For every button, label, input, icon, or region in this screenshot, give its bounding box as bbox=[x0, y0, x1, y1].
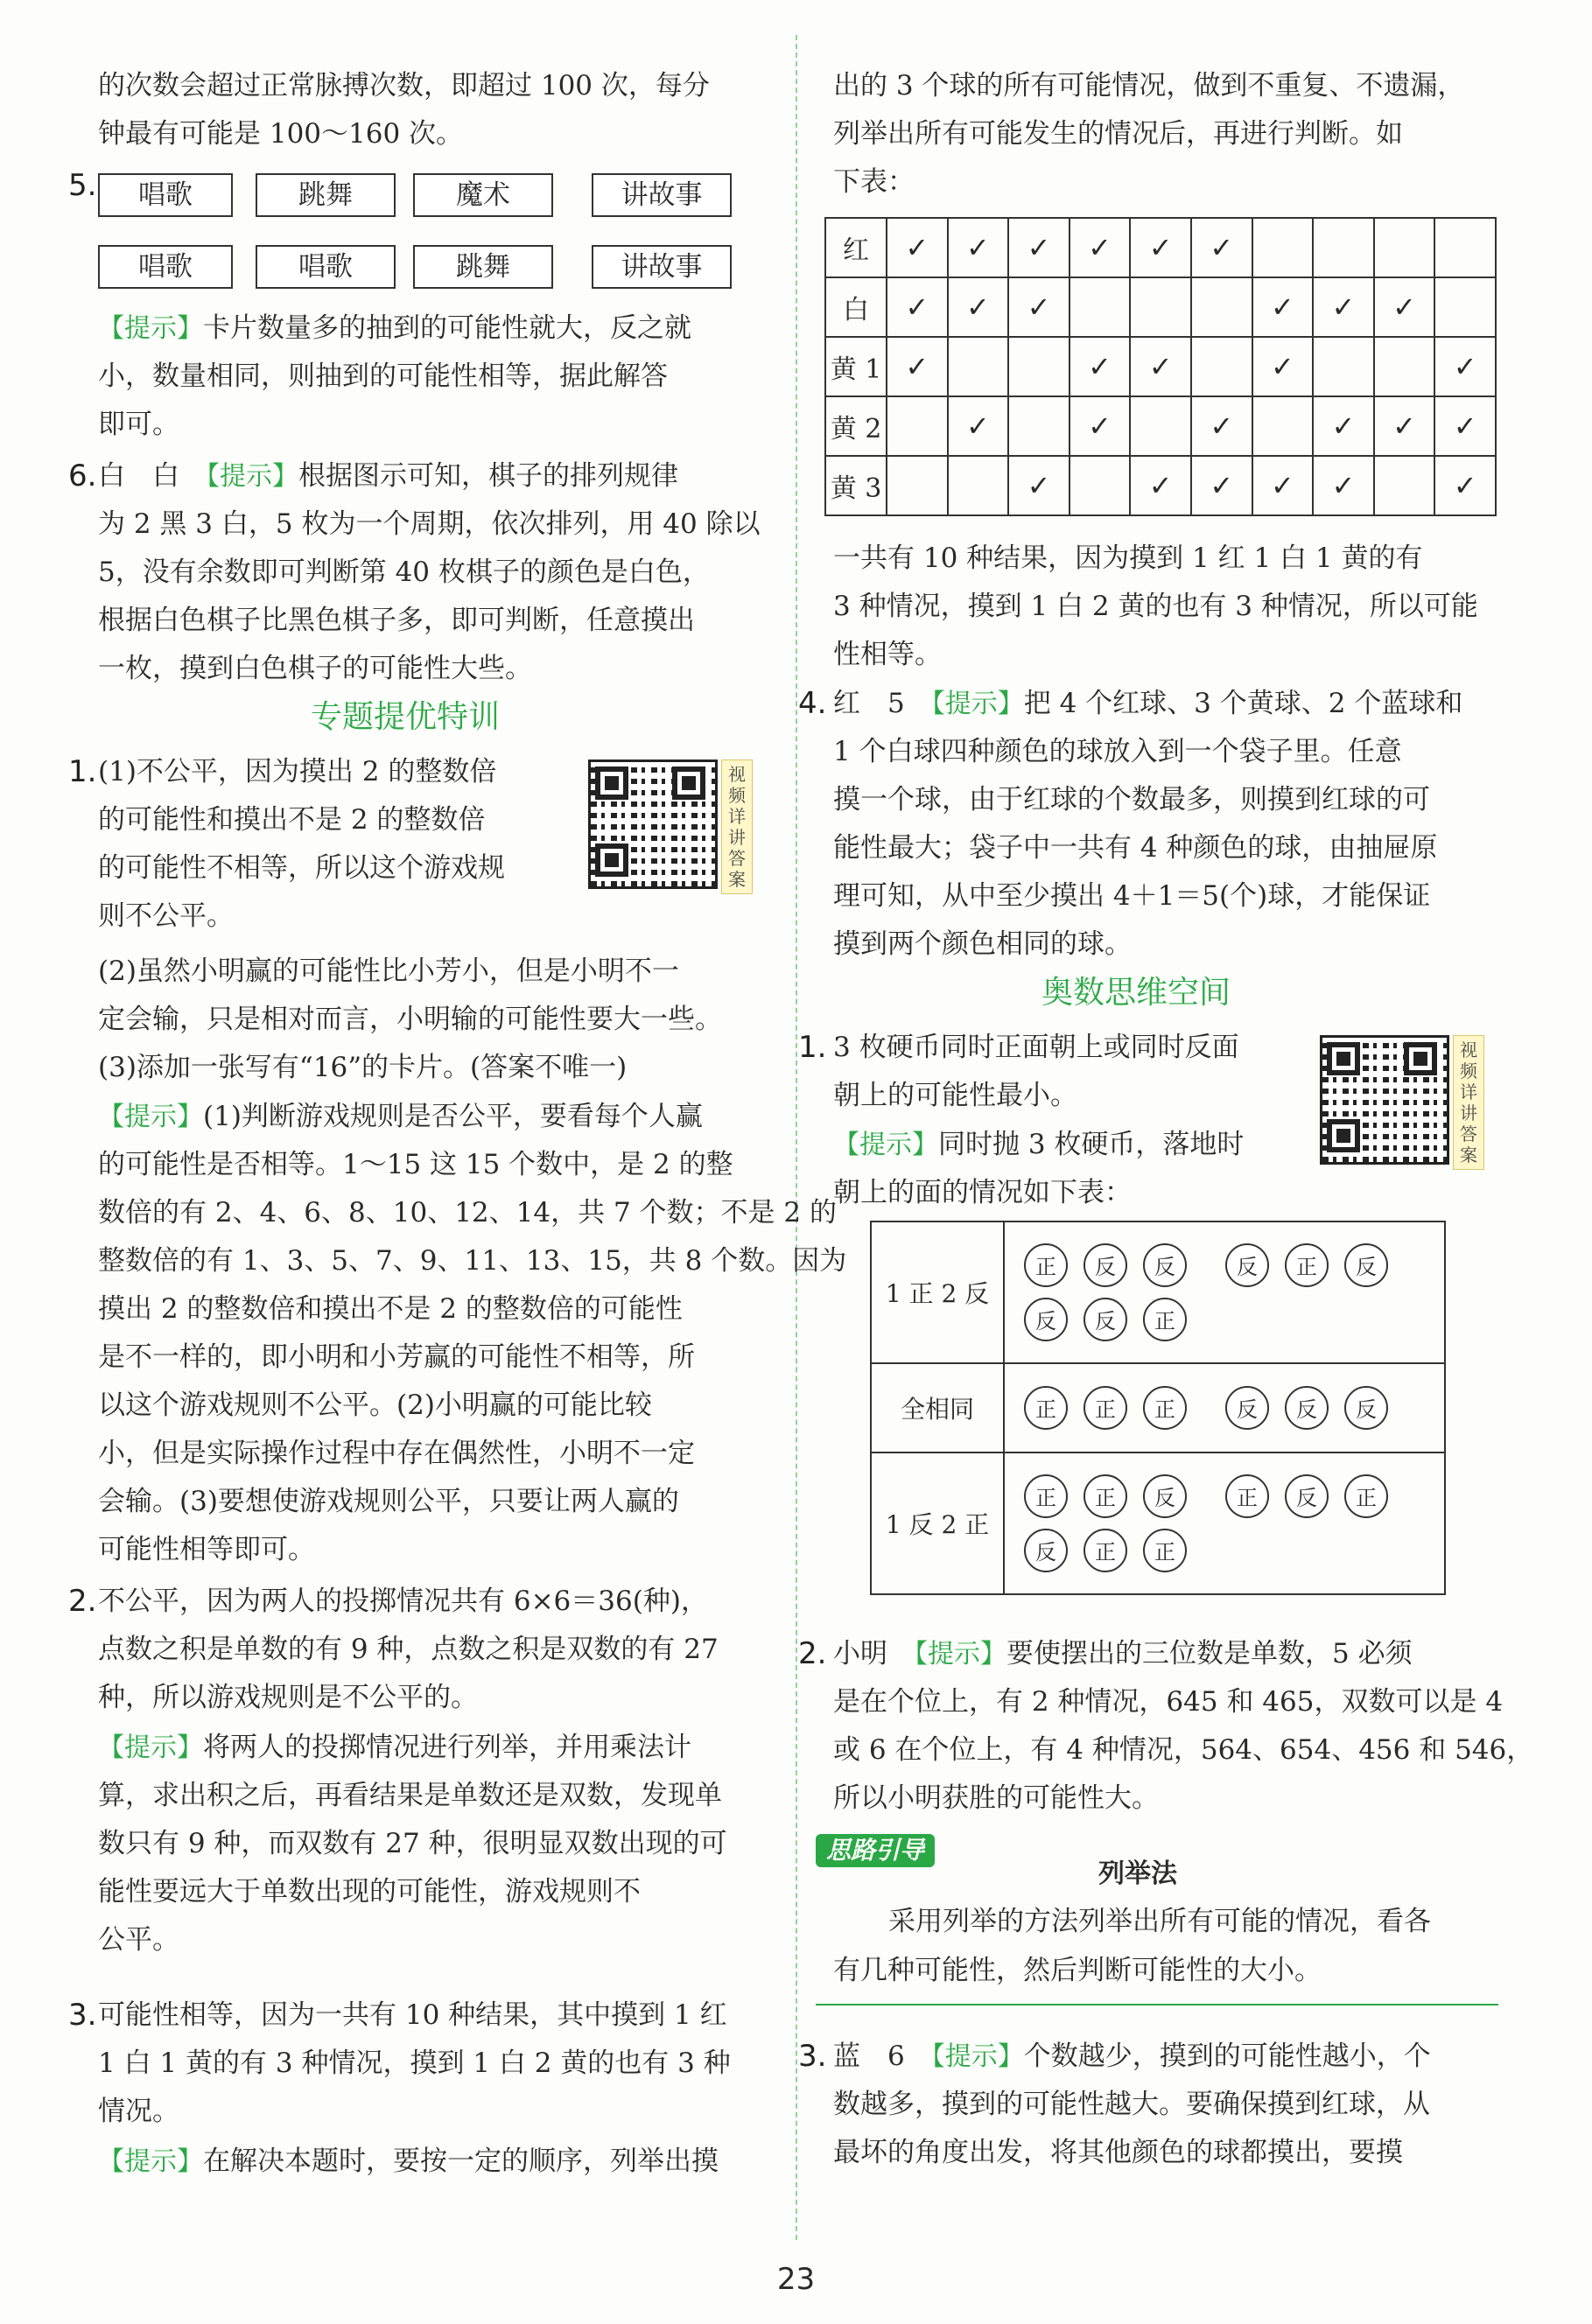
qr-corner bbox=[1327, 1042, 1360, 1075]
text-line: 的可能性不相等，所以这个游戏规 bbox=[98, 852, 505, 884]
answer: 白 白 bbox=[98, 460, 179, 492]
hint-line: 5，没有余数即可判断第 40 枚棋子的颜色是白色， bbox=[98, 556, 710, 588]
table-cell bbox=[1434, 277, 1496, 337]
table-cell: ✓ bbox=[1191, 218, 1252, 277]
text-line: (1)不公平，因为摸出 2 的整数倍 bbox=[98, 756, 497, 788]
page-number: 23 bbox=[776, 2262, 816, 2297]
coin-icon: 反 bbox=[1225, 1386, 1269, 1430]
coin-icon: 反 bbox=[1024, 1529, 1068, 1572]
answer: 蓝 6 bbox=[833, 2040, 905, 2072]
hint-label: 【提示】 bbox=[931, 2041, 1024, 2072]
table-cell: ✓ bbox=[1070, 396, 1131, 456]
table-cell bbox=[1374, 337, 1435, 396]
table-row bbox=[825, 337, 1496, 396]
card: 跳舞 bbox=[413, 245, 553, 289]
video-tag: 视频详讲答案 bbox=[721, 760, 753, 894]
coin-icon: 正 bbox=[1084, 1529, 1127, 1572]
qr-corner bbox=[595, 844, 628, 877]
hint-line: 小，但是实际操作过程中存在偶然性，小明不一定 bbox=[98, 1438, 695, 1469]
hint-label: 【提示】 bbox=[98, 2146, 203, 2177]
video-tag: 视频详讲答案 bbox=[1453, 1035, 1484, 1170]
hint-line: 算，求出积之后，再看结果是单数还是双数，发现单 bbox=[98, 1780, 722, 1811]
hint-text: 在解决本题时，要按一定的顺序，列举出摸 bbox=[203, 2146, 719, 2177]
hint-line: 最坏的角度出发，将其他颜色的球都摸出，要摸 bbox=[833, 2137, 1403, 2168]
text-line: 朝上的可能性最小。 bbox=[833, 1080, 1077, 1111]
section-title: 专题提优特训 bbox=[311, 699, 501, 735]
ball-combination-table bbox=[824, 217, 1497, 516]
hint-label: 【提示】 bbox=[98, 313, 203, 344]
table-row bbox=[871, 1363, 1445, 1452]
table-cell: ✓ bbox=[887, 218, 948, 277]
table-cell: ✓ bbox=[1008, 218, 1070, 277]
hint-line: 数倍的有 2、4、6、8、10、12、14，共 7 个数；不是 2 的 bbox=[98, 1197, 837, 1228]
hint-label: 【提示】 bbox=[98, 1102, 203, 1132]
table-cell bbox=[1008, 396, 1070, 456]
guide-line: 采用列举的方法列举出所有可能的情况，看各 bbox=[888, 1906, 1431, 1937]
table-cell: ✓ bbox=[1313, 456, 1374, 515]
hint-line: 以这个游戏规则不公平。(2)小明赢的可能比较 bbox=[98, 1390, 652, 1421]
table-cell bbox=[1434, 218, 1496, 277]
qr-corner bbox=[1327, 1119, 1360, 1152]
hint-text: 要使摆出的三位数是单数，5 必须 bbox=[1006, 1638, 1413, 1670]
card: 魔术 bbox=[413, 173, 553, 217]
text-line: 一共有 10 种结果，因为摸到 1 红 1 白 1 黄的有 bbox=[833, 542, 1423, 574]
guide-bottom-rule bbox=[816, 2004, 1498, 2006]
table-cell: ✓ bbox=[1374, 277, 1435, 337]
table-cell: ✓ bbox=[887, 337, 948, 396]
coin-cell bbox=[1004, 1363, 1445, 1452]
question-number: 4. bbox=[798, 686, 827, 721]
table-cell: ✓ bbox=[948, 218, 1009, 277]
hint-text: 把 4 个红球、3 个黄球、2 个蓝球和 bbox=[1023, 688, 1463, 719]
table-cell: ✓ bbox=[1434, 456, 1496, 515]
coin-icon: 正 bbox=[1024, 1474, 1068, 1518]
table-cell: ✓ bbox=[948, 277, 1009, 337]
table-cell: ✓ bbox=[1191, 456, 1252, 515]
qr-corner bbox=[672, 766, 705, 800]
table-cell bbox=[1191, 337, 1252, 396]
text-line: 3 种情况，摸到 1 白 2 黄的也有 3 种情况，所以可能 bbox=[833, 591, 1478, 622]
guide-title: 列举法 bbox=[1098, 1858, 1177, 1889]
coin-icon: 反 bbox=[1285, 1474, 1329, 1518]
coin-icon: 正 bbox=[1143, 1529, 1187, 1572]
text-line: 下表： bbox=[833, 166, 915, 198]
hint-line: 公平。 bbox=[98, 1924, 179, 1956]
card: 讲故事 bbox=[592, 245, 732, 289]
table-cell bbox=[948, 337, 1009, 396]
coin-line bbox=[1024, 1292, 1444, 1347]
qr-corner bbox=[595, 766, 628, 800]
card: 跳舞 bbox=[256, 173, 396, 217]
table-cell: ✓ bbox=[1374, 396, 1435, 456]
coin-cell bbox=[1004, 1452, 1445, 1594]
text-line: 情况。 bbox=[98, 2096, 179, 2127]
hint-line: 即可。 bbox=[98, 409, 179, 440]
table-cell: ✓ bbox=[887, 277, 948, 337]
card: 唱歌 bbox=[256, 245, 396, 289]
question-number: 1. bbox=[68, 754, 97, 789]
hint-line: 摸出 2 的整数倍和摸出不是 2 的整数倍的可能性 bbox=[98, 1293, 683, 1325]
hint-line: 数只有 9 种，而双数有 27 种，很明显双数出现的可 bbox=[98, 1828, 727, 1859]
hint-line bbox=[98, 1730, 691, 1766]
row-label: 1 反 2 正 bbox=[871, 1452, 1004, 1594]
hint-line: 能性要远大于单数出现的可能性，游戏规则不 bbox=[98, 1876, 641, 1908]
table-cell: ✓ bbox=[1191, 396, 1252, 456]
hint-line: 根据白色棋子比黑色棋子多，即可判断，任意摸出 bbox=[98, 605, 695, 636]
hint-line: 是在个位上，有 2 种情况，645 和 465，双数可以是 4 bbox=[833, 1686, 1504, 1718]
question-number: 2. bbox=[798, 1636, 827, 1671]
card: 唱歌 bbox=[98, 173, 233, 217]
hint-line bbox=[98, 2144, 719, 2180]
question-number: 3. bbox=[798, 2039, 827, 2074]
coin-icon: 正 bbox=[1084, 1474, 1127, 1518]
coin-icon: 正 bbox=[1225, 1474, 1269, 1518]
table-cell: ✓ bbox=[1008, 277, 1070, 337]
table-cell: ✓ bbox=[1130, 218, 1191, 277]
hint-line: 可能性相等即可。 bbox=[98, 1534, 315, 1565]
row-label: 红 bbox=[825, 218, 887, 277]
coin-icon: 正 bbox=[1143, 1386, 1187, 1430]
hint-label: 【提示】 bbox=[833, 1130, 938, 1160]
hint-line: 1 个白球四种颜色的球放入到一个袋子里。任意 bbox=[833, 736, 1402, 767]
question-number: 3. bbox=[68, 1998, 97, 2033]
table-row bbox=[871, 1222, 1445, 1363]
table-cell bbox=[1070, 277, 1131, 337]
coin-line bbox=[1024, 1381, 1444, 1435]
row-label: 黄 1 bbox=[825, 337, 887, 396]
table-cell: ✓ bbox=[1130, 456, 1191, 515]
text-line: 则不公平。 bbox=[98, 900, 234, 932]
coin-icon: 反 bbox=[1344, 1386, 1388, 1430]
row-label: 黄 2 bbox=[825, 396, 887, 456]
table-cell: ✓ bbox=[948, 396, 1009, 456]
answer-line bbox=[833, 2039, 1431, 2075]
table-cell bbox=[1070, 456, 1131, 515]
hint-label: 【提示】 bbox=[931, 689, 1024, 719]
table-cell bbox=[948, 456, 1009, 515]
hint-line: 或 6 在个位上，有 4 种情况，564、654、456 和 546， bbox=[833, 1734, 1534, 1766]
text-line: (2)虽然小明赢的可能性比小芳小，但是小明不一 bbox=[98, 956, 679, 987]
table-cell bbox=[1374, 456, 1435, 515]
coin-line bbox=[1024, 1238, 1444, 1292]
hint-text: 个数越少，摸到的可能性越小，个 bbox=[1023, 2040, 1431, 2072]
table-cell: ✓ bbox=[1313, 396, 1374, 456]
answer-line bbox=[833, 686, 1462, 722]
text-line: 钟最有可能是 100～160 次。 bbox=[98, 118, 464, 150]
hint-line: 整数倍的有 1、3、5、7、9、11、13、15，共 8 个数。因为 bbox=[98, 1245, 847, 1277]
coin-icon: 反 bbox=[1143, 1474, 1187, 1518]
table-row bbox=[825, 456, 1496, 515]
hint-line: 能性最大；袋子中一共有 4 种颜色的球，由抽屉原 bbox=[833, 832, 1438, 864]
coin-icon: 反 bbox=[1285, 1386, 1329, 1430]
hint-line: 朝上的面的情况如下表： bbox=[833, 1177, 1132, 1208]
table-cell bbox=[887, 396, 948, 456]
coin-icon: 反 bbox=[1084, 1298, 1127, 1341]
table-cell bbox=[1374, 218, 1435, 277]
coin-icon: 正 bbox=[1084, 1386, 1127, 1430]
hint-line: 一枚，摸到白色棋子的可能性大些。 bbox=[98, 653, 532, 684]
table-cell: ✓ bbox=[1130, 337, 1191, 396]
hint-line: 摸到两个颜色相同的球。 bbox=[833, 928, 1132, 960]
text-line: 性相等。 bbox=[833, 639, 942, 670]
row-label: 1 正 2 反 bbox=[871, 1222, 1004, 1363]
text-line: 点数之积是单数的有 9 种，点数之积是双数的有 27 bbox=[98, 1634, 719, 1665]
hint-line: 数越多，摸到的可能性越大。要确保摸到红球，从 bbox=[833, 2089, 1430, 2120]
text-line: 的次数会超过正常脉搏次数，即超过 100 次，每分 bbox=[98, 70, 710, 102]
coin-icon: 正 bbox=[1143, 1298, 1187, 1341]
table-cell bbox=[1008, 337, 1070, 396]
coin-icon: 反 bbox=[1084, 1243, 1127, 1287]
hint-line: 为 2 黑 3 白，5 枚为一个周期，依次排列，用 40 除以 bbox=[98, 508, 761, 540]
coin-icon: 反 bbox=[1344, 1243, 1388, 1287]
question-number: 1. bbox=[798, 1030, 827, 1065]
guide-line: 有几种可能性，然后判断可能性的大小。 bbox=[833, 1955, 1322, 1986]
question-number: 5. bbox=[68, 168, 97, 203]
text-line: 的可能性和摸出不是 2 的整数倍 bbox=[98, 804, 486, 836]
hint-line: 是不一样的，即小明和小芳赢的可能性不相等，所 bbox=[98, 1341, 695, 1373]
coin-icon: 正 bbox=[1024, 1243, 1068, 1287]
row-label: 全相同 bbox=[871, 1363, 1004, 1452]
text-line: 不公平，因为两人的投掷情况共有 6×6＝36(种)， bbox=[98, 1586, 708, 1617]
table-cell: ✓ bbox=[1070, 218, 1131, 277]
hint-label: 【提示】 bbox=[207, 461, 298, 492]
hint-line: 所以小明获胜的可能性大。 bbox=[833, 1782, 1159, 1814]
table-cell bbox=[1252, 218, 1314, 277]
qr-corner bbox=[1404, 1042, 1437, 1075]
text-line: 列举出所有可能发生的情况后，再进行判断。如 bbox=[833, 118, 1403, 150]
hint-text: 同时抛 3 枚硬币，落地时 bbox=[938, 1129, 1245, 1160]
hint-line bbox=[833, 1127, 1244, 1163]
hint-line bbox=[98, 311, 691, 346]
card: 唱歌 bbox=[98, 245, 233, 289]
table-cell bbox=[1191, 277, 1252, 337]
table-cell bbox=[1313, 218, 1374, 277]
hint-label: 【提示】 bbox=[915, 1639, 1006, 1670]
table-cell: ✓ bbox=[1070, 337, 1131, 396]
card: 讲故事 bbox=[592, 173, 732, 217]
thinking-guide-tag: 思路引导 bbox=[816, 1834, 935, 1867]
text-line: (3)添加一张写有“16”的卡片。(答案不唯一) bbox=[98, 1052, 628, 1083]
table-cell bbox=[1313, 337, 1374, 396]
hint-line: 会输。(3)要想使游戏规则公平，只要让两人赢的 bbox=[98, 1486, 679, 1517]
table-cell: ✓ bbox=[1252, 277, 1314, 337]
coin-line bbox=[1024, 1469, 1444, 1523]
hint-label: 【提示】 bbox=[98, 1732, 203, 1763]
table-row bbox=[825, 277, 1496, 337]
coin-icon: 反 bbox=[1024, 1298, 1068, 1341]
table-row bbox=[825, 218, 1496, 277]
hint-line: 的可能性是否相等。1～15 这 15 个数中，是 2 的整 bbox=[98, 1149, 733, 1180]
text-line: 定会输，只是相对而言，小明输的可能性要大一些。 bbox=[98, 1004, 722, 1035]
text-line: 3 枚硬币同时正面朝上或同时反面 bbox=[833, 1032, 1239, 1063]
coin-cell bbox=[1004, 1222, 1445, 1363]
table-row bbox=[871, 1452, 1445, 1594]
hint-line bbox=[98, 1099, 703, 1135]
coin-icon: 反 bbox=[1225, 1243, 1269, 1287]
answer-line bbox=[98, 458, 678, 494]
table-cell: ✓ bbox=[1252, 337, 1314, 396]
table-cell: ✓ bbox=[1434, 337, 1496, 396]
coin-outcome-table bbox=[870, 1221, 1446, 1595]
table-cell bbox=[887, 456, 948, 515]
coin-icon: 反 bbox=[1143, 1243, 1187, 1287]
coin-line bbox=[1024, 1523, 1444, 1578]
table-cell bbox=[1130, 396, 1191, 456]
coin-icon: 正 bbox=[1285, 1243, 1329, 1287]
column-divider bbox=[796, 35, 797, 2240]
table-cell bbox=[1252, 396, 1314, 456]
answer: 小明 bbox=[833, 1638, 887, 1670]
text-line: 1 白 1 黄的有 3 种情况，摸到 1 白 2 黄的也有 3 种 bbox=[98, 2048, 731, 2079]
text-line: 种，所以游戏规则是不公平的。 bbox=[98, 1682, 478, 1713]
answer-line bbox=[833, 1636, 1413, 1672]
table-cell bbox=[1130, 277, 1191, 337]
hint-text: 根据图示可知，棋子的排列规律 bbox=[298, 460, 678, 492]
hint-line: 摸一个球，由于红球的个数最多，则摸到红球的可 bbox=[833, 784, 1430, 816]
question-number: 2. bbox=[68, 1584, 97, 1619]
hint-text: 将两人的投掷情况进行列举，并用乘法计 bbox=[203, 1732, 691, 1763]
text-line: 可能性相等，因为一共有 10 种结果，其中摸到 1 红 bbox=[98, 1999, 727, 2031]
coin-icon: 正 bbox=[1024, 1386, 1068, 1430]
table-cell: ✓ bbox=[1313, 277, 1374, 337]
text-line: 出的 3 个球的所有可能情况，做到不重复、不遗漏， bbox=[833, 70, 1465, 102]
coin-icon: 正 bbox=[1344, 1474, 1388, 1518]
hint-text: (1)判断游戏规则是否公平，要看每个人赢 bbox=[203, 1101, 703, 1132]
row-label: 黄 3 bbox=[825, 456, 887, 515]
table-row bbox=[825, 396, 1496, 456]
row-label: 白 bbox=[825, 277, 887, 337]
hint-line: 理可知，从中至少摸出 4＋1＝5(个)球，才能保证 bbox=[833, 880, 1431, 912]
section-title: 奥数思维空间 bbox=[1041, 975, 1231, 1011]
answer: 红 5 bbox=[833, 688, 905, 719]
table-cell: ✓ bbox=[1008, 456, 1070, 515]
hint-line: 小，数量相同，则抽到的可能性相等，据此解答 bbox=[98, 360, 668, 392]
hint-text: 卡片数量多的抽到的可能性就大，反之就 bbox=[203, 312, 691, 344]
question-number: 6. bbox=[68, 458, 97, 494]
table-cell: ✓ bbox=[1252, 456, 1314, 515]
table-cell: ✓ bbox=[1434, 396, 1496, 456]
